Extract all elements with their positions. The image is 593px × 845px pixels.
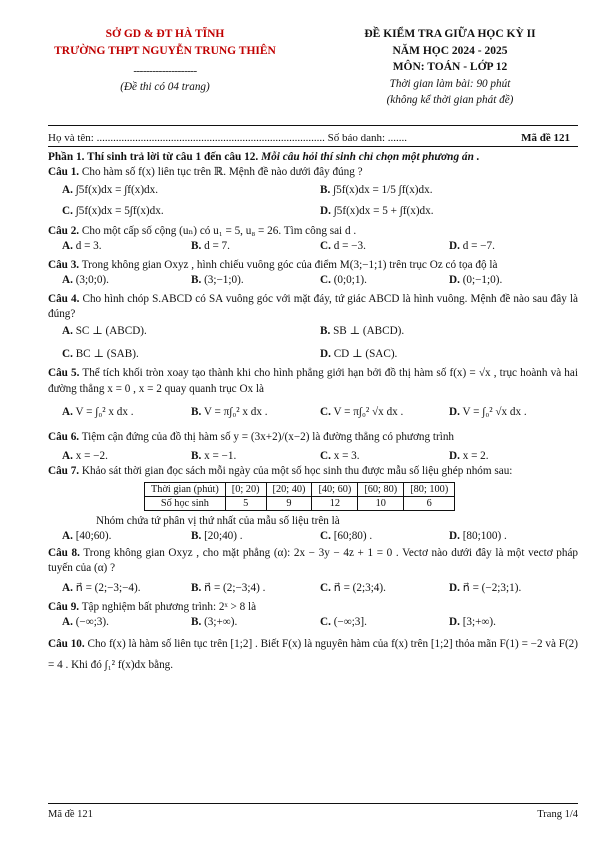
option-a: A. d = 3. bbox=[62, 239, 102, 252]
option-d: D. n⃗ = (−2;3;1). bbox=[449, 581, 522, 594]
option-a: A. SC ⊥ (ABCD). bbox=[62, 325, 147, 338]
option-b: B. x = −1. bbox=[191, 449, 237, 462]
question-4: Câu 4. Cho hình chóp S.ABCD có SA vuông góc với mặt đáy, tứ giác ABCD là hình vuông. Mệnh đề nào sau đây là đúng? bbox=[48, 293, 578, 321]
option-d: D. CD ⊥ (SAC). bbox=[320, 348, 398, 361]
exam-time: Thời gian làm bài: 90 phút bbox=[389, 78, 511, 91]
option-c: C. d = −3. bbox=[320, 239, 366, 252]
option-c: C. V = π∫₀² √x dx . bbox=[320, 405, 404, 418]
option-c: C. (−∞;3]. bbox=[320, 615, 367, 628]
department-name: SỞ GD & ĐT HÀ TĨNH bbox=[105, 28, 225, 40]
question-2: Câu 2. Cho một cấp số cộng (uₙ) có u₁ = 5, u₈ = 26. Tìm công sai d . bbox=[48, 224, 357, 237]
option-a: A. V = ∫₀² x dx . bbox=[62, 405, 134, 418]
school-name: TRƯỜNG THPT NGUYỄN TRUNG THIÊN bbox=[54, 44, 276, 57]
question-7-prompt: Nhóm chứa tứ phân vị thứ nhất của mẫu số liệu trên là bbox=[96, 515, 340, 528]
table-row: Số học sinh 5 9 12 10 6 bbox=[145, 497, 455, 511]
option-a: A. x = −2. bbox=[62, 449, 108, 462]
question-3: Câu 3. Trong không gian Oxyz , hình chiếu vuông góc của điểm M(3;−1;1) trên trục Oz có tọa độ là bbox=[48, 258, 498, 271]
footer bbox=[48, 808, 578, 822]
option-d: D. ∫5f(x)dx = 5 + ∫f(x)dx. bbox=[320, 205, 434, 218]
option-d: D. V = ∫₀² √x dx . bbox=[449, 405, 527, 418]
footer-rule bbox=[48, 803, 578, 804]
info-rule bbox=[48, 146, 578, 147]
option-a: A. ∫5f(x)dx = ∫f(x)dx. bbox=[62, 184, 159, 197]
question-6: Câu 6. Tiệm cận đứng của đồ thị hàm số y = (3x+2)/(x−2) là đường thẳng có phương trình bbox=[48, 430, 455, 443]
question-1-options-row1 bbox=[48, 183, 578, 198]
question-8-options bbox=[48, 581, 578, 596]
option-c: C. x = 3. bbox=[320, 449, 360, 462]
student-info-row bbox=[48, 131, 578, 146]
option-a: A. (−∞;3). bbox=[62, 615, 109, 628]
question-3-options bbox=[48, 273, 578, 288]
option-d: D. [80;100) . bbox=[449, 530, 507, 543]
option-b: B. (3;−1;0). bbox=[191, 273, 244, 286]
option-b: B. ∫5f(x)dx = 1/5 ∫f(x)dx. bbox=[320, 184, 433, 197]
exam-code: Mã đề 121 bbox=[521, 132, 570, 144]
question-7: Câu 7. Khảo sát thời gian đọc sách mỗi ngày của một số học sinh thu được mẫu số liệu ghép nhóm sau: bbox=[48, 465, 513, 477]
question-6-options bbox=[48, 449, 578, 464]
option-c: C. (0;0;1). bbox=[320, 273, 367, 286]
question-5-options bbox=[48, 405, 578, 420]
page-number: Trang 1/4 bbox=[537, 809, 578, 820]
subject: MÔN: TOÁN - LỚP 12 bbox=[392, 61, 508, 74]
exam-time-note: (không kể thời gian phát đề) bbox=[386, 94, 514, 107]
top-rule bbox=[48, 125, 578, 126]
option-c: C. [60;80) . bbox=[320, 530, 373, 543]
header-dashes: -------------------- bbox=[133, 65, 197, 78]
option-a: A. (3;0;0). bbox=[62, 273, 109, 286]
part1-instruction: Phần 1. Thí sinh trả lời từ câu 1 đến câu 12. Mỗi câu hỏi thí sinh chỉ chọn một phương án . bbox=[48, 151, 480, 163]
candidate-number-label: Số báo danh: ....... bbox=[327, 132, 408, 144]
question-4-options-row2 bbox=[48, 347, 578, 362]
option-d: D. (0;−1;0). bbox=[449, 273, 503, 286]
question-10: Câu 10. Cho f(x) là hàm số liên tục trên [1;2] . Biết F(x) là nguyên hàm của f(x) trên [1;2] thỏa mãn F(1) = −2 và F(2) = 4 . Khi đó ∫₁² f(x)dx bằng. bbox=[48, 637, 579, 672]
question-7-options bbox=[48, 529, 578, 544]
option-c: C. BC ⊥ (SAB). bbox=[62, 348, 139, 361]
reading-time-table bbox=[144, 482, 455, 511]
option-d: D. x = 2. bbox=[449, 449, 489, 462]
question-5: Câu 5. Thể tích khối tròn xoay tạo thành khi cho hình phẳng giới hạn bởi đồ thị hàm số f(x) = √x , trục hoành và hai đường thẳng x = 0 , x = 2 quay quanh trục Ox là bbox=[48, 367, 578, 395]
option-b: B. V = π∫₀² x dx . bbox=[191, 405, 268, 418]
question-2-options bbox=[48, 239, 578, 254]
option-d: D. [3;+∞). bbox=[449, 615, 496, 628]
exam-content bbox=[48, 150, 578, 676]
option-b: B. n⃗ = (2;−3;4) . bbox=[191, 581, 266, 594]
table-row: Thời gian (phút) [0; 20) [20; 40) [40; 60) [60; 80) [80; 100) bbox=[145, 483, 455, 497]
option-b: B. d = 7. bbox=[191, 239, 230, 252]
header-left bbox=[40, 26, 290, 95]
footer-exam-code: Mã đề 121 bbox=[48, 809, 93, 820]
option-d: D. d = −7. bbox=[449, 239, 495, 252]
option-a: A. [40;60). bbox=[62, 530, 112, 543]
question-1: Câu 1. Cho hàm số f(x) liên tục trên ℝ. Mệnh đề nào dưới đây đúng ? bbox=[48, 166, 363, 179]
exam-title: ĐỀ KIỂM TRA GIỮA HỌC KỲ II bbox=[364, 28, 536, 40]
question-9-options bbox=[48, 615, 578, 630]
question-1-options-row2 bbox=[48, 204, 578, 219]
header-right bbox=[330, 26, 570, 108]
option-c: C. n⃗ = (2;3;4). bbox=[320, 581, 386, 594]
option-b: B. [20;40) . bbox=[191, 530, 243, 543]
school-year: NĂM HỌC 2024 - 2025 bbox=[392, 44, 508, 57]
question-8: Câu 8. Trong không gian Oxyz , cho mặt phẳng (α): 2x − 3y − 4z + 1 = 0 . Vectơ nào dưới đây là một vectơ pháp tuyến của (α) ? bbox=[48, 547, 578, 575]
question-4-options-row1 bbox=[48, 324, 578, 339]
question-9: Câu 9. Tập nghiệm bất phương trình: 2ˣ > 8 là bbox=[48, 600, 257, 613]
option-a: A. n⃗ = (2;−3;−4). bbox=[62, 581, 141, 594]
name-field-label: Họ và tên: ................................................................................... bbox=[48, 132, 325, 144]
page-count-note: (Đề thi có 04 trang) bbox=[120, 80, 210, 93]
option-b: B. (3;+∞). bbox=[191, 615, 238, 628]
option-b: B. SB ⊥ (ABCD). bbox=[320, 325, 405, 338]
option-c: C. ∫5f(x)dx = 5∫f(x)dx. bbox=[62, 205, 164, 218]
